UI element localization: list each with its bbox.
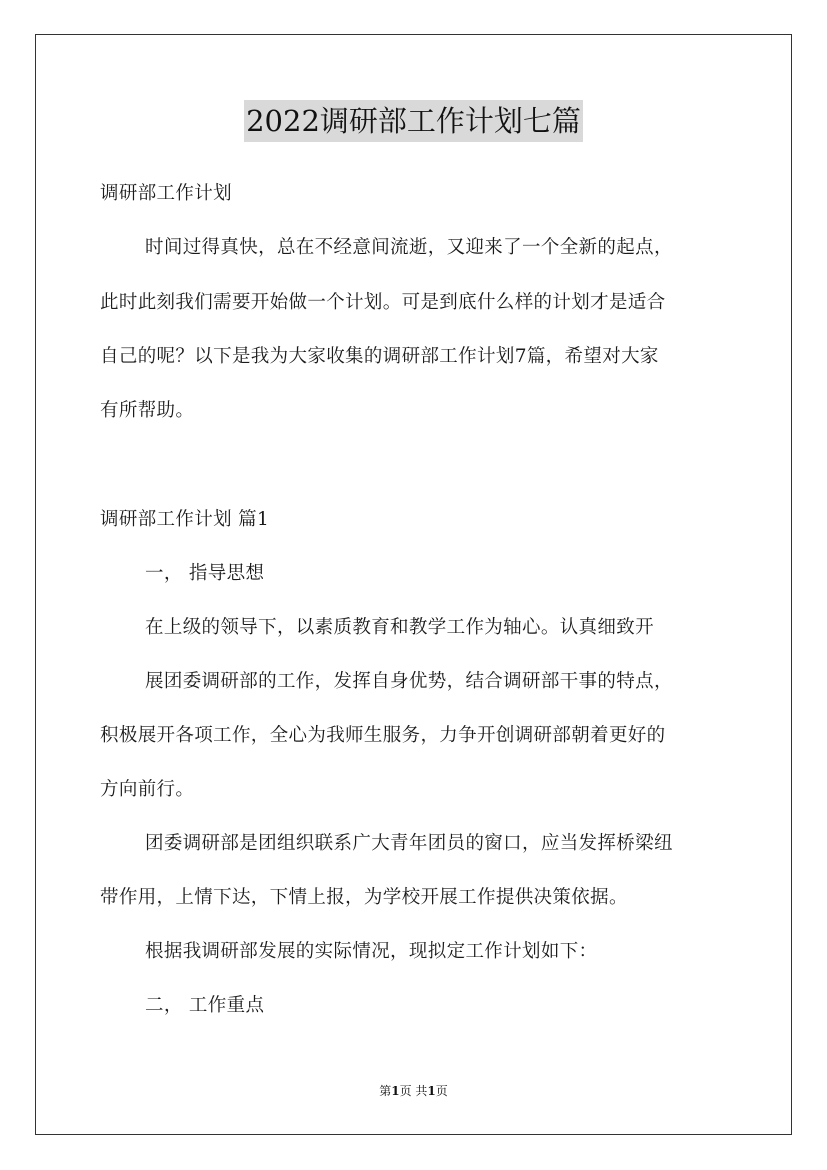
paragraph-line: 此时此刻我们需要开始做一个计划。可是到底什么样的计划才是适合 bbox=[100, 292, 666, 313]
title-container bbox=[0, 100, 827, 142]
paragraph-line: 展团委调研部的工作，发挥自身优势，结合调研部干事的特点， bbox=[145, 671, 673, 692]
paragraph-line: 方向前行。 bbox=[100, 779, 195, 800]
paragraph-line: 团委调研部是团组织联系广大青年团员的窗口，应当发挥桥梁纽 bbox=[145, 833, 673, 854]
document-title: 2022调研部工作计划七篇 bbox=[244, 100, 583, 142]
page-total: 1 bbox=[427, 1084, 436, 1098]
subheading: 二， 工作重点 bbox=[145, 995, 265, 1016]
page-mid: 页 共 bbox=[399, 1084, 428, 1098]
paragraph-line: 有所帮助。 bbox=[100, 400, 195, 421]
paragraph-line: 在上级的领导下，以素质教育和教学工作为轴心。认真细致开 bbox=[145, 617, 654, 638]
page-prefix: 第 bbox=[379, 1084, 392, 1098]
paragraph-line: 时间过得真快，总在不经意间流逝，又迎来了一个全新的起点， bbox=[145, 237, 673, 258]
paragraph-line: 带作用，上情下达，下情上报，为学校开展工作提供决策依据。 bbox=[100, 887, 628, 908]
page-footer bbox=[0, 1083, 827, 1099]
paragraph-line: 积极展开各项工作，全心为我师生服务，力争开创调研部朝着更好的 bbox=[100, 725, 666, 746]
subheading: 一， 指导思想 bbox=[145, 563, 265, 584]
page-current: 1 bbox=[391, 1084, 400, 1098]
paragraph-line: 自己的呢？以下是我为大家收集的调研部工作计划7篇，希望对大家 bbox=[100, 346, 659, 367]
section-heading: 调研部工作计划 篇1 bbox=[100, 509, 270, 530]
paragraph-line: 根据我调研部发展的实际情况，现拟定工作计划如下： bbox=[145, 941, 598, 962]
page-suffix: 页 bbox=[435, 1084, 448, 1098]
section-heading: 调研部工作计划 bbox=[100, 183, 232, 204]
